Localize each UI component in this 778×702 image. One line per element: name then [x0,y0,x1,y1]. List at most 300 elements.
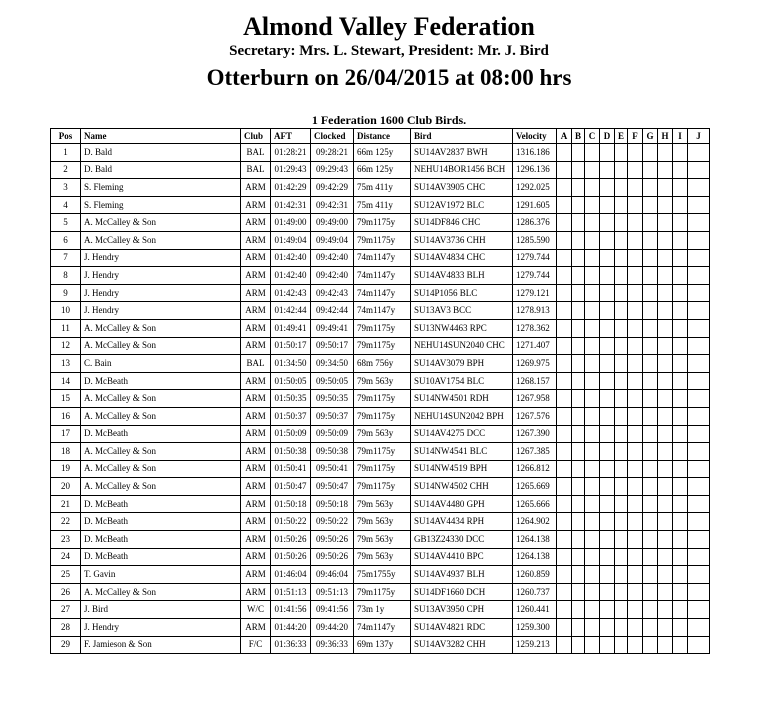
cell-blank [585,161,600,179]
cell-blank [658,249,673,267]
cell-blank [628,583,643,601]
cell-blank [673,425,688,443]
cell-name: A. McCalley & Son [81,231,241,249]
cell-blank [600,390,615,408]
cell-club: ARM [241,619,271,637]
cell-blank [658,319,673,337]
cell-pos: 16 [51,407,81,425]
cell-blank [585,249,600,267]
cell-blank [658,425,673,443]
cell-blank [658,513,673,531]
cell-blank [572,495,585,513]
cell-blank [557,214,572,232]
cell-name: A. McCalley & Son [81,407,241,425]
cell-blank [557,196,572,214]
cell-club: ARM [241,495,271,513]
cell-velocity: 1269.975 [513,355,557,373]
cell-name: J. Hendry [81,249,241,267]
cell-velocity: 1264.902 [513,513,557,531]
cell-bird: SU14AV3736 CHH [411,231,513,249]
cell-blank [628,513,643,531]
cell-blank [658,284,673,302]
cell-blank [557,460,572,478]
cell-blank [688,619,710,637]
cell-blank [585,531,600,549]
cell-club: ARM [241,284,271,302]
cell-blank [572,636,585,654]
cell-blank [557,601,572,619]
cell-blank [585,566,600,584]
table-row [51,566,710,584]
cell-blank [673,478,688,496]
cell-clocked: 09:29:43 [311,161,354,179]
cell-blank [658,460,673,478]
cell-club: ARM [241,407,271,425]
cell-pos: 17 [51,425,81,443]
cell-bird: SU14AV2837 BWH [411,144,513,162]
cell-blank [643,337,658,355]
cell-blank [688,284,710,302]
cell-blank [673,407,688,425]
col-header-g: G [643,129,658,144]
table-row [51,267,710,285]
cell-velocity: 1316.186 [513,144,557,162]
cell-blank [688,337,710,355]
col-header-h: H [658,129,673,144]
cell-pos: 11 [51,319,81,337]
cell-blank [628,636,643,654]
cell-blank [615,196,628,214]
cell-blank [628,478,643,496]
cell-club: ARM [241,179,271,197]
cell-bird: SU13AV3950 CPH [411,601,513,619]
cell-name: J. Hendry [81,619,241,637]
cell-bird: SU13NW4463 RPC [411,319,513,337]
cell-blank [673,548,688,566]
cell-blank [585,179,600,197]
cell-blank [557,249,572,267]
cell-blank [557,548,572,566]
cell-blank [600,443,615,461]
cell-blank [673,337,688,355]
cell-blank [585,372,600,390]
cell-distance: 75m 411y [354,179,411,197]
cell-blank [673,460,688,478]
cell-name: F. Jamieson & Son [81,636,241,654]
cell-blank [673,372,688,390]
cell-distance: 79m1175y [354,214,411,232]
cell-blank [572,460,585,478]
cell-blank [658,478,673,496]
cell-blank [572,214,585,232]
cell-bird: SU14AV4821 RDC [411,619,513,637]
cell-blank [600,372,615,390]
cell-aft: 01:29:43 [271,161,311,179]
cell-blank [628,619,643,637]
table-row [51,319,710,337]
cell-blank [643,495,658,513]
cell-blank [557,355,572,373]
cell-blank [585,583,600,601]
cell-blank [643,267,658,285]
cell-bird: SU10AV1754 BLC [411,372,513,390]
cell-blank [628,144,643,162]
cell-club: BAL [241,161,271,179]
cell-clocked: 09:36:33 [311,636,354,654]
cell-blank [572,267,585,285]
cell-distance: 74m1147y [354,284,411,302]
cell-blank [572,337,585,355]
cell-blank [628,231,643,249]
cell-velocity: 1296.136 [513,161,557,179]
cell-blank [557,161,572,179]
cell-velocity: 1264.138 [513,548,557,566]
cell-blank [557,495,572,513]
cell-blank [600,249,615,267]
cell-blank [658,161,673,179]
table-row [51,337,710,355]
cell-blank [572,583,585,601]
cell-blank [585,267,600,285]
table-row [51,478,710,496]
cell-blank [628,302,643,320]
cell-blank [658,372,673,390]
cell-blank [600,531,615,549]
cell-aft: 01:28:21 [271,144,311,162]
cell-velocity: 1265.669 [513,478,557,496]
cell-club: ARM [241,513,271,531]
cell-distance: 79m1175y [354,407,411,425]
cell-blank [585,443,600,461]
cell-blank [615,231,628,249]
cell-club: ARM [241,566,271,584]
cell-blank [615,249,628,267]
cell-blank [615,390,628,408]
cell-bird: SU13AV3 BCC [411,302,513,320]
cell-blank [572,179,585,197]
cell-blank [572,531,585,549]
cell-blank [673,161,688,179]
cell-blank [673,601,688,619]
cell-blank [673,302,688,320]
cell-pos: 10 [51,302,81,320]
table-row [51,284,710,302]
col-header-e: E [615,129,628,144]
cell-pos: 25 [51,566,81,584]
cell-bird: SU14P1056 BLC [411,284,513,302]
cell-distance: 74m1147y [354,267,411,285]
cell-club: ARM [241,478,271,496]
cell-blank [600,548,615,566]
cell-club: ARM [241,337,271,355]
cell-clocked: 09:50:37 [311,407,354,425]
col-header-a: A [557,129,572,144]
table-row [51,372,710,390]
cell-blank [688,319,710,337]
cell-blank [572,407,585,425]
cell-bird: GB13Z24330 DCC [411,531,513,549]
table-row [51,302,710,320]
cell-blank [658,583,673,601]
cell-distance: 79m 563y [354,495,411,513]
cell-aft: 01:50:35 [271,390,311,408]
cell-blank [628,407,643,425]
cell-club: ARM [241,196,271,214]
cell-blank [572,161,585,179]
cell-blank [643,372,658,390]
cell-blank [585,390,600,408]
cell-blank [585,495,600,513]
cell-blank [585,407,600,425]
cell-blank [572,548,585,566]
table-row [51,548,710,566]
cell-blank [615,319,628,337]
cell-name: D. McBeath [81,531,241,549]
col-header-distance: Distance [354,129,411,144]
cell-blank [615,460,628,478]
col-header-f: F [628,129,643,144]
cell-blank [688,460,710,478]
cell-blank [557,179,572,197]
cell-aft: 01:41:56 [271,601,311,619]
page-title: Almond Valley Federation [243,12,535,41]
cell-blank [673,267,688,285]
cell-velocity: 1279.744 [513,267,557,285]
cell-blank [600,179,615,197]
cell-velocity: 1264.138 [513,531,557,549]
cell-clocked: 09:50:38 [311,443,354,461]
cell-pos: 6 [51,231,81,249]
cell-blank [643,636,658,654]
results-body [51,144,710,654]
cell-blank [688,390,710,408]
cell-velocity: 1286.376 [513,214,557,232]
cell-blank [572,284,585,302]
cell-blank [572,196,585,214]
cell-clocked: 09:50:26 [311,531,354,549]
cell-bird: SU14AV3905 CHC [411,179,513,197]
cell-blank [688,425,710,443]
cell-pos: 7 [51,249,81,267]
cell-blank [628,566,643,584]
cell-blank [615,372,628,390]
cell-distance: 79m1175y [354,231,411,249]
cell-blank [585,231,600,249]
cell-blank [600,601,615,619]
cell-bird: SU14AV4275 DCC [411,425,513,443]
cell-bird: SU14NW4502 CHH [411,478,513,496]
cell-blank [643,390,658,408]
cell-blank [643,566,658,584]
cell-blank [600,319,615,337]
cell-clocked: 09:50:26 [311,548,354,566]
cell-blank [673,284,688,302]
cell-aft: 01:50:09 [271,425,311,443]
cell-blank [615,531,628,549]
cell-blank [643,548,658,566]
cell-distance: 74m1147y [354,619,411,637]
table-row [51,460,710,478]
cell-clocked: 09:49:41 [311,319,354,337]
cell-blank [615,214,628,232]
cell-blank [600,196,615,214]
col-header-b: B [572,129,585,144]
cell-pos: 5 [51,214,81,232]
cell-blank [557,319,572,337]
cell-blank [600,214,615,232]
cell-blank [658,337,673,355]
cell-bird: SU14DF846 CHC [411,214,513,232]
cell-blank [688,179,710,197]
cell-bird: NEHU14BOR1456 BCH [411,161,513,179]
cell-blank [658,619,673,637]
cell-velocity: 1265.666 [513,495,557,513]
cell-name: T. Gavin [81,566,241,584]
cell-blank [643,214,658,232]
cell-blank [585,513,600,531]
cell-club: F/C [241,636,271,654]
cell-blank [628,460,643,478]
cell-blank [628,161,643,179]
table-row [51,443,710,461]
race-heading: Otterburn on 26/04/2015 at 08:00 hrs [206,65,572,90]
table-header-row [51,129,710,144]
cell-pos: 21 [51,495,81,513]
col-header-bird: Bird [411,129,513,144]
col-header-c: C [585,129,600,144]
cell-pos: 26 [51,583,81,601]
cell-blank [572,372,585,390]
cell-distance: 75m1755y [354,566,411,584]
cell-blank [628,531,643,549]
cell-blank [658,495,673,513]
cell-pos: 3 [51,179,81,197]
cell-velocity: 1279.744 [513,249,557,267]
cell-bird: SU14AV4834 CHC [411,249,513,267]
cell-blank [557,513,572,531]
cell-blank [572,231,585,249]
cell-aft: 01:50:47 [271,478,311,496]
cell-pos: 4 [51,196,81,214]
cell-blank [557,267,572,285]
cell-blank [585,319,600,337]
cell-blank [600,513,615,531]
cell-blank [628,390,643,408]
cell-name: J. Hendry [81,302,241,320]
table-row [51,214,710,232]
cell-blank [628,425,643,443]
cell-blank [557,231,572,249]
cell-blank [673,144,688,162]
cell-blank [585,548,600,566]
cell-blank [572,249,585,267]
cell-blank [572,478,585,496]
cell-blank [688,566,710,584]
cell-blank [628,284,643,302]
table-row [51,601,710,619]
cell-club: BAL [241,355,271,373]
cell-blank [643,284,658,302]
cell-bird: SU14AV4833 BLH [411,267,513,285]
cell-blank [615,566,628,584]
cell-name: A. McCalley & Son [81,478,241,496]
cell-distance: 74m1147y [354,249,411,267]
cell-pos: 14 [51,372,81,390]
results-table [50,128,710,654]
cell-blank [643,513,658,531]
cell-blank [628,548,643,566]
col-header-velocity: Velocity [513,129,557,144]
cell-velocity: 1266.812 [513,460,557,478]
cell-blank [688,196,710,214]
cell-blank [572,425,585,443]
section-subtitle: 1 Federation 1600 Club Birds. [311,113,467,127]
cell-name: D. Bald [81,144,241,162]
cell-blank [643,319,658,337]
cell-name: D. McBeath [81,425,241,443]
cell-name: A. McCalley & Son [81,460,241,478]
table-row [51,407,710,425]
cell-blank [688,144,710,162]
cell-blank [688,443,710,461]
cell-bird: SU14AV3282 CHH [411,636,513,654]
cell-blank [585,425,600,443]
cell-blank [615,548,628,566]
cell-velocity: 1268.157 [513,372,557,390]
cell-pos: 13 [51,355,81,373]
cell-blank [557,566,572,584]
cell-aft: 01:42:29 [271,179,311,197]
cell-blank [600,495,615,513]
cell-blank [628,196,643,214]
cell-bird: SU14NW4501 RDH [411,390,513,408]
table-row [51,161,710,179]
cell-blank [615,513,628,531]
cell-clocked: 09:44:20 [311,619,354,637]
cell-name: J. Bird [81,601,241,619]
cell-blank [615,495,628,513]
table-row [51,196,710,214]
cell-blank [688,302,710,320]
col-header-d: D [600,129,615,144]
cell-distance: 79m1175y [354,443,411,461]
cell-blank [585,478,600,496]
cell-club: BAL [241,144,271,162]
cell-blank [628,337,643,355]
cell-velocity: 1271.407 [513,337,557,355]
cell-blank [585,302,600,320]
cell-blank [658,390,673,408]
cell-blank [615,179,628,197]
cell-blank [615,144,628,162]
cell-velocity: 1278.913 [513,302,557,320]
cell-blank [600,636,615,654]
cell-blank [688,495,710,513]
cell-blank [585,196,600,214]
cell-pos: 24 [51,548,81,566]
cell-blank [585,636,600,654]
cell-blank [600,337,615,355]
cell-blank [688,583,710,601]
cell-blank [615,407,628,425]
cell-blank [673,179,688,197]
cell-bird: NEHU14SUN2042 BPH [411,407,513,425]
cell-velocity: 1260.859 [513,566,557,584]
cell-pos: 9 [51,284,81,302]
cell-blank [557,337,572,355]
cell-blank [557,390,572,408]
cell-blank [688,513,710,531]
